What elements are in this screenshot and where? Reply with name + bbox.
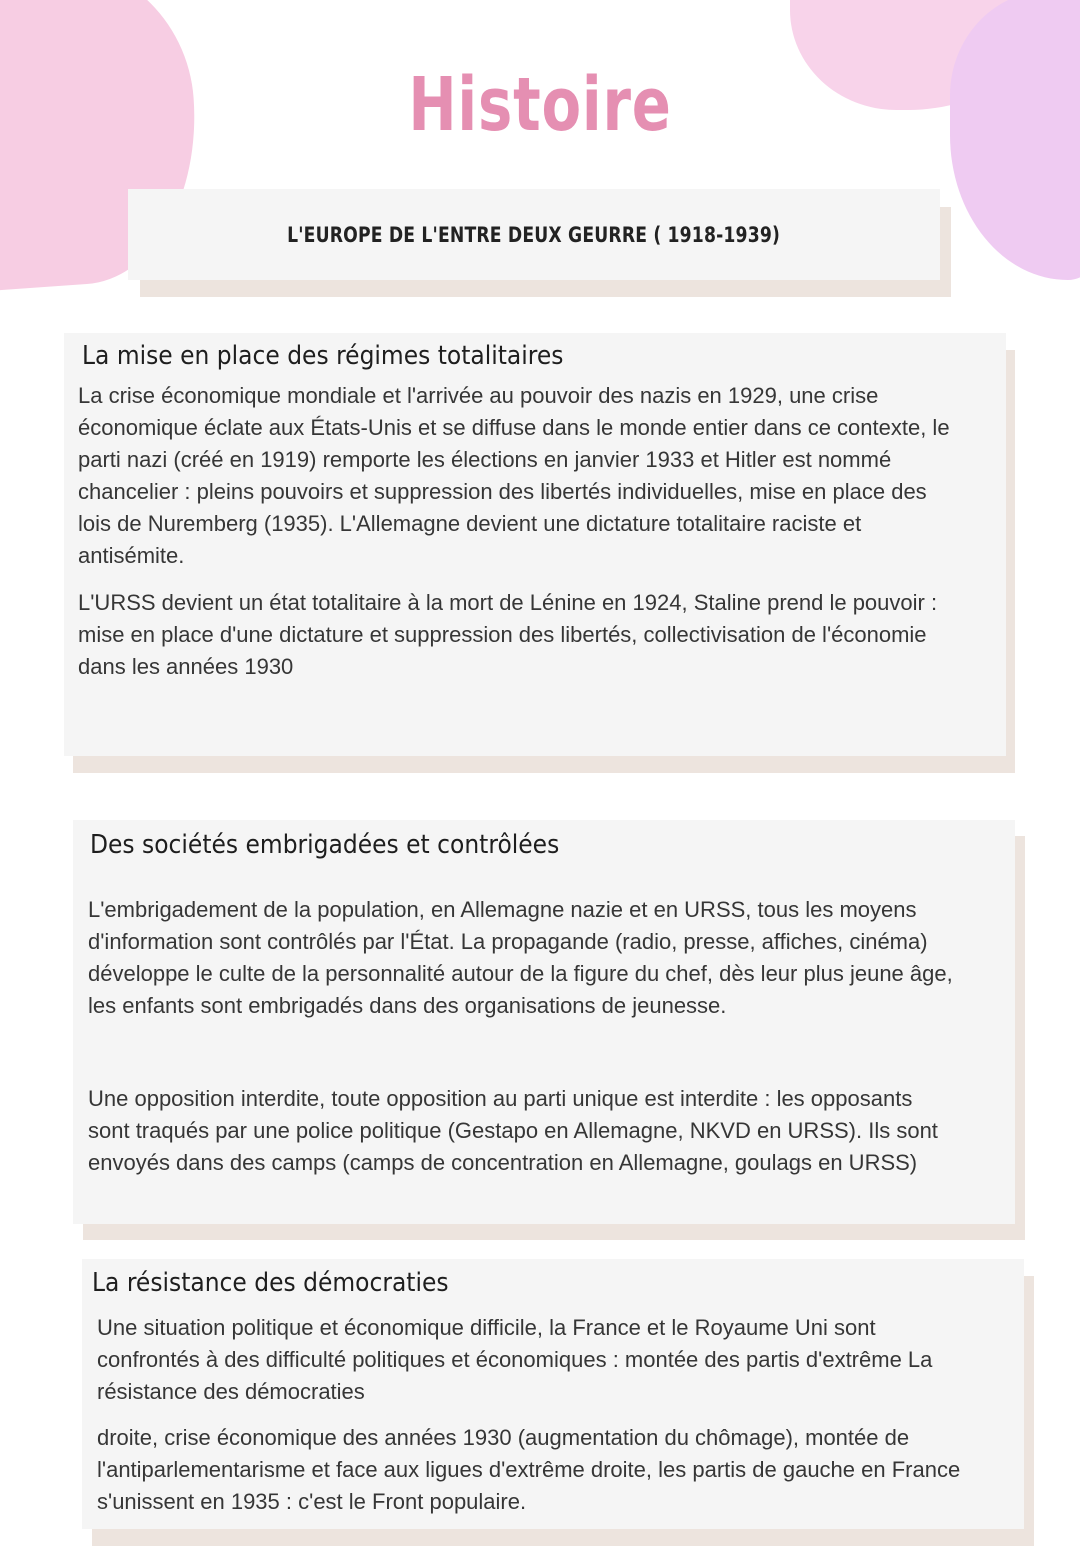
- paragraph: [97, 1422, 960, 1518]
- text-line: mise en place d'une dictature et suppression des libertés, collectivisation de l'économie: [78, 622, 927, 647]
- paragraph: [88, 894, 953, 1022]
- text-line: Une situation politique et économique difficile, la France et le Royaume Uni sont: [97, 1315, 876, 1340]
- text-line: confrontés à des difficulté politiques et économiques : montée des partis d'extrême La: [97, 1347, 933, 1372]
- section-heading: La mise en place des régimes totalitaires: [82, 341, 564, 371]
- text-line: Une opposition interdite, toute opposition au parti unique est interdite : les opposants: [88, 1086, 913, 1111]
- subtitle-text: L'EUROPE DE L'ENTRE DEUX GEURRE ( 1918-1939): [287, 222, 781, 247]
- paragraph: [78, 587, 937, 683]
- paragraph: [78, 380, 950, 572]
- text-line: antisémite.: [78, 543, 185, 568]
- text-line: économique éclate aux États-Unis et se diffuse dans le monde entier dans ce contexte, le: [78, 415, 950, 440]
- subtitle-banner: [128, 189, 940, 280]
- text-line: envoyés dans des camps (camps de concentration en Allemagne, goulags en URSS): [88, 1150, 918, 1175]
- section-card-controlled-societies: [73, 820, 1015, 1224]
- paragraph: [97, 1312, 932, 1408]
- paragraph: [88, 1083, 938, 1179]
- section-card-democracies-resistance: [82, 1259, 1024, 1529]
- text-line: d'information sont contrôlés par l'État. La propagande (radio, presse, affiches, cinéma): [88, 929, 928, 954]
- text-line: l'antiparlementarisme et face aux ligues d'extrême droite, les partis de gauche en France: [97, 1457, 961, 1482]
- section-heading: La résistance des démocraties: [92, 1268, 449, 1298]
- section-card-totalitarian-regimes: [64, 333, 1006, 756]
- text-line: L'embrigadement de la population, en Allemagne nazie et en URSS, tous les moyens: [88, 897, 917, 922]
- text-line: s'unissent en 1935 : c'est le Front populaire.: [97, 1489, 527, 1514]
- text-line: sont traqués par une police politique (Gestapo en Allemagne, NKVD en URSS). Ils sont: [88, 1118, 938, 1143]
- text-line: parti nazi (créé en 1919) remporte les élections en janvier 1933 et Hitler est nommé: [78, 447, 892, 472]
- page-title: Histoire: [408, 62, 672, 148]
- text-line: résistance des démocraties: [97, 1379, 365, 1404]
- text-line: L'URSS devient un état totalitaire à la mort de Lénine en 1924, Staline prend le pouvoir :: [78, 590, 938, 615]
- section-heading: Des sociétés embrigadées et contrôlées: [90, 830, 560, 860]
- text-line: droite, crise économique des années 1930 (augmentation du chômage), montée de: [97, 1425, 910, 1450]
- text-line: chancelier : pleins pouvoirs et suppression des libertés individuelles, mise en place des: [78, 479, 927, 504]
- text-line: lois de Nuremberg (1935). L'Allemagne devient une dictature totalitaire raciste et: [78, 511, 862, 536]
- text-line: les enfants sont embrigadés dans des organisations de jeunesse.: [88, 993, 727, 1018]
- decorative-purple-blob-right: [950, 0, 1080, 280]
- text-line: développe le culte de la personnalité autour de la figure du chef, dès leur plus jeune âge,: [88, 961, 953, 986]
- text-line: La crise économique mondiale et l'arrivée au pouvoir des nazis en 1929, une crise: [78, 383, 879, 408]
- text-line: dans les années 1930: [78, 654, 294, 679]
